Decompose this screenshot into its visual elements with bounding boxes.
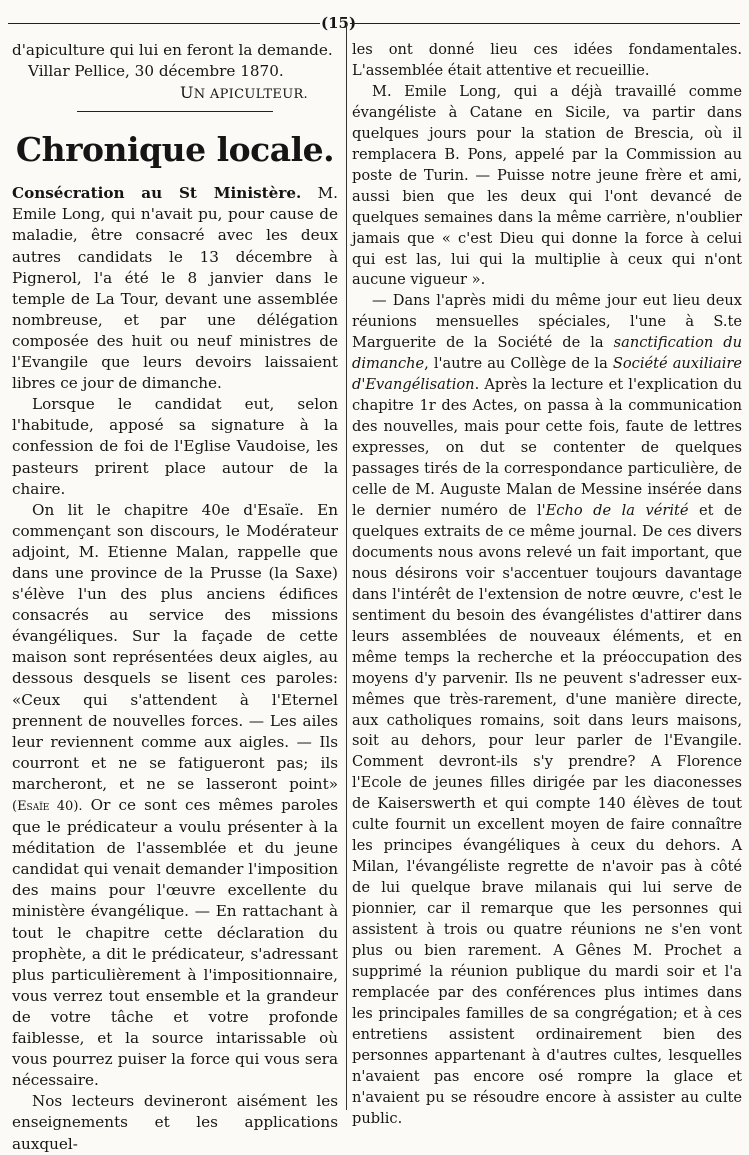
page-number: (15) [321, 14, 357, 32]
letter-ending: d'apiculture qui lui en feront la demande. [12, 41, 333, 59]
left-column [12, 40, 338, 1155]
separator-rule [77, 111, 273, 112]
header-rule-left [8, 23, 320, 24]
meetings-paragraph [352, 291, 742, 1129]
header-rule-right [350, 23, 740, 24]
signature [12, 82, 338, 105]
article-paragraph-4: Nos lecteurs devineront aisément les enseignements et les applications auxquel- [12, 1092, 338, 1153]
signature-initial: U [180, 83, 194, 103]
article-paragraph-2: Lorsque le candidat eut, selon l'habitude, apposé sa signature à la confession de foi de l'Eglise Vaudoise, les pasteurs prirent place autour de la chaire. [12, 395, 338, 498]
long-paragraph: M. Emile Long, qui a déjà travaillé comme évangéliste à Catane en Sicile, va partir dans quelques jours pour la station de Brescia, où il remplacera B. Pons, appelé par la Commission au poste de Turin. — Puisse notre jeune frère et ami, aussi bien que les deux qui l'ont devancé de quelques semaines dans la même carrière, n'oublier jamais que « c'est Dieu qui donne la force à celui qui est las, lui qui la multiplie à ceux qui n'ont aucune vigueur ». [352, 82, 742, 289]
section-title: Chronique locale. [15, 130, 335, 170]
place-date: Villar Pellice, 30 décembre 1870. [28, 62, 284, 81]
paragraph-1-text: M. Emile Long, qui n'avait pu, pour cause de maladie, être consacré avec les deux autres candidats le 13 décembre à Pignerol, l'a été le 8 janvier dans le temple de La Tour, devant une assemblée nombreuse, et par une délégation composée des huit ou neuf ministres de l'Evangile que leurs devoirs laissaient libres ce jour de dimanche. [12, 184, 339, 393]
right-column [352, 40, 742, 1130]
paragraph-3-text-b: Or ce sont ces mêmes paroles que le prédicateur a voulu présenter à la méditation de l'assemblée et du jeune candidat qui venait demander l'imposition des mains pour l'œuvre excellente du ministère évangélique. — En rattachant à tout le chapitre cette déclaration du prophète, a dit le prédicateur, s'adressant plus particulièrement à l'impositionnaire, vous verrez tout ensemble et la grandeur de votre tâche et votre profonde faiblesse, et la source intarissable où vous pourrez puiser la force qui vous sera nécessaire. [12, 796, 338, 1090]
article-paragraph-1 [12, 183, 338, 394]
meetings-text-b: , l'autre au Collège de la [424, 355, 613, 373]
meetings-text-d: et de quelques extraits de ce même journal. De ces divers documents nous avons relevé un fait important, que nous désirons voir s'accentuer toujours davantage dans l'intérêt de l'extension de notre œuvre, c'est le sentiment du besoin des évangélistes d'attirer dans leurs assemblées de nouveaux éléments, et en même temps la recherche et la préoccupation des moyens d'y parvenir. Ils ne peuvent s'adresser eux-mêmes que très-rarement, d'une manière directe, aux catholiques romains, soit dans leurs maisons, soit au dehors, pour leur parler de l'Evangile. Comment devront-ils s'y prendre? A Florence l'Ecole de jeunes filles dirigée par les diaconesses de Kaiserswerth et qui compte 140 élèves de tout culte fournit un excellent moyen de faire connaître les principes évangéliques à ceux du dehors. A Milan, l'évangéliste regrette de n'avoir pas à côté de lui quelque brave milanais qui lui serve de pionnier, car il remarque que les personnes qui assistent à trois ou quatre réunions ne s'en vont plus ou bien rarement. A Gênes M. Prochet a supprimé la réunion publique du mardi soir et l'a remplacée par des conférences plus intimes dans les principales familles de sa congrégation; et à ces entretiens assistent ordinairement bien des personnes appartenant à d'autres cultes, lesquelles n'avaient pas encore osé rompre la glace et n'avaient pu se résoudre encore à assister au culte public. [352, 501, 742, 1127]
paragraph-3-text-a: On lit le chapitre 40e d'Esaïe. En commençant son discours, le Modérateur adjoint, M. Etienne Malan, rappelle que dans une province de la Prusse (la Saxe) s'élève l'un des plus anciens édifices consacrés au service des missions évangéliques. Sur la façade de cette maison sont représentées deux aigles, au dessous desquels se lisent ces paroles: «Ceux qui s'attendent à l'Eternel prennent de nouvelles forces. — Les ailes leur reviennent comme aux aigles. — Ils courront et ne se fatigueront pas; ils marcheront, et ne se lasseront point» [12, 500, 338, 793]
signature-rest: N APICULTEUR. [193, 87, 308, 103]
italic-echo: Echo de la vérité [545, 501, 689, 519]
scripture-reference: (Esaïe 40). [12, 799, 83, 814]
continuation-paragraph: les ont donné lieu ces idées fondamentales. L'assemblée était attentive et recueillie. [352, 41, 742, 79]
column-divider [346, 24, 347, 1110]
meetings-text-c: . Après la lecture et l'explication du chapitre 1r des Actes, on passa à la communication des nouvelles, mais pour cette fois, faute de lettres expresses, on dut se contenter de quelques passages tirés de la correspondance particulière, de celle de M. Auguste Malan de Messine insérée dans le dernier numéro de l' [352, 376, 742, 519]
article-paragraph-3 [12, 500, 338, 1092]
article-subhead: Consécration au St Ministère. [12, 184, 302, 203]
meetings-text-a: — Dans l'après midi du même jour eut lieu deux réunions mensuelles spéciales, l'une à S.te Marguerite de la Société de la [352, 292, 742, 352]
italic-societe: Société auxiliaire d'Evangélisation [352, 355, 743, 394]
italic-sanctification: sanctification du dimanche [352, 334, 743, 373]
